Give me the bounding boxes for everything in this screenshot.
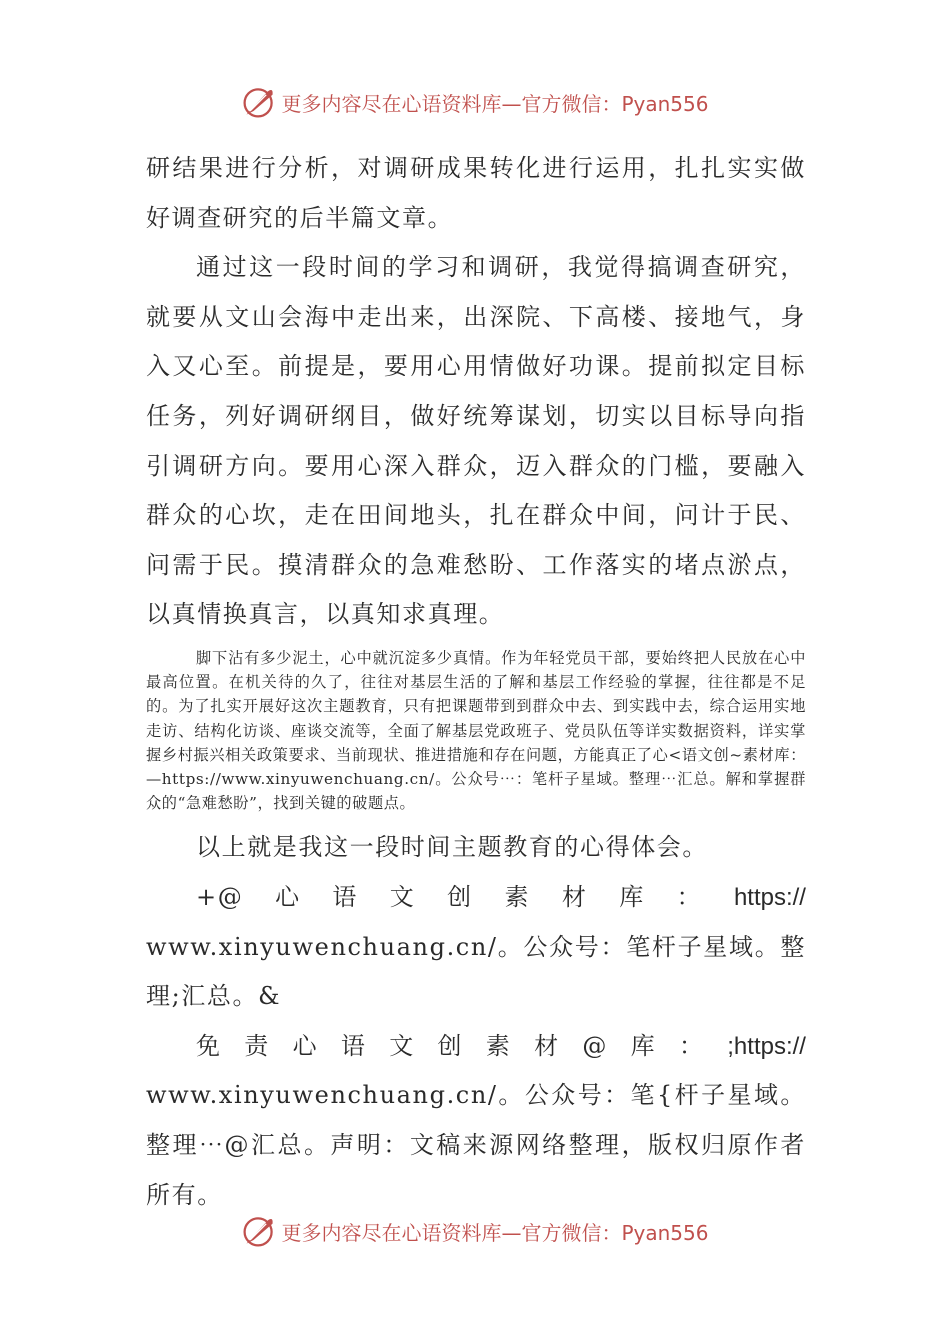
p6-token: 语 [340,1031,367,1060]
quill-logo-icon [241,84,277,120]
paragraph-6 [146,1022,806,1220]
p6-token: 责 [244,1031,270,1060]
p5-token: 文 [389,882,416,911]
paragraph-1: 研结果进行分析，对调研成果转化进行运用，扎扎实实做好调查研究的后半篇文章。 [146,154,806,232]
p6-token: 素 [485,1031,512,1060]
p5-token: +@ [196,882,244,911]
p6-token: 库 [630,1031,657,1060]
paragraph-5-spaced-line [146,873,806,923]
p5-token: 心 [275,882,301,911]
p6-token: 创 [437,1031,464,1060]
p5-token: 材 [561,882,588,911]
quill-logo-icon [241,1213,277,1249]
p6-token: 免 [196,1031,222,1060]
document-body [146,144,806,1220]
paragraph-6-rest: www.xinyuwenchuang.cn/。公众号：笔{杆子星域。整理⋯@汇总。声明：文稿来源网络整理，版权归原作者所有。 [146,1081,806,1209]
p5-token: https:// [733,883,806,911]
paragraph-2: 通过这一段时间的学习和调研，我觉得搞调查研究，就要从文山会海中走出来，出深院、下高楼、接地气，身入又心至。前提是，要用心用情做好功课。提前拟定目标任务，列好调研纲目，做好统筹谋划，切实以目标导向指引调研方向。要用心深入群众，迈入群众的门槛，要融入群众的心坎，走在田间地头，扎在群众中间，问计于民、问需于民。摸清群众的急难愁盼、工作落实的堵点淤点，以真情换真言，以真知求真理。 [146,253,806,629]
p5-token: 素 [504,882,531,911]
p6-token: 心 [292,1031,319,1060]
p6-token: ： [678,1031,705,1060]
footer-banner [0,1211,950,1251]
paragraph-5 [146,873,806,1022]
p5-token: ： [676,882,703,911]
paragraph-3: 脚下沾有多少泥土，心中就沉淀多少真情。作为年轻党员干部，要始终把人民放在心中最高位置。在机关待的久了，往往对基层生活的了解和基层工作经验的掌握，往往都是不足的。为了扎实开展好这次主题教育，只有把课题带到到群众中去、到实践中去，综合运用实地走访、结构化访谈、座谈交流等，全面了解基层党政班子、党员队伍等详实数据资料，详实掌握乡村振兴相关政策要求、当前现状、推进措施和存在问题，方能真正了心<语文创~素材库：—https://www.xinyuwenchuang.cn/。公众号⋯：笔杆子星域。整理⋯汇总。解和掌握群众的“急难愁盼”，找到关键的破题点。 [146,648,806,813]
footer-banner-text: 更多内容尽在心语资料库—官方微信：Pyan556 [281,1220,709,1245]
p5-token: 库 [619,882,645,911]
p6-token: 材 [534,1031,560,1060]
paragraph-6-spaced-line [146,1022,806,1072]
header-banner-text: 更多内容尽在心语资料库—官方微信：Pyan556 [281,91,709,116]
paragraph-5-rest: www.xinyuwenchuang.cn/。公众号：笔杆子星域。整理;汇总。& [146,932,806,1011]
header-banner [0,82,950,122]
p5-token: 语 [332,882,359,911]
paragraph-4: 以上就是我这一段时间主题教育的心得体会。 [196,833,708,862]
p6-token: 文 [389,1031,415,1060]
p5-token: 创 [447,882,473,911]
p6-token: ;https:// [727,1032,806,1060]
p6-token: @ [582,1031,608,1060]
